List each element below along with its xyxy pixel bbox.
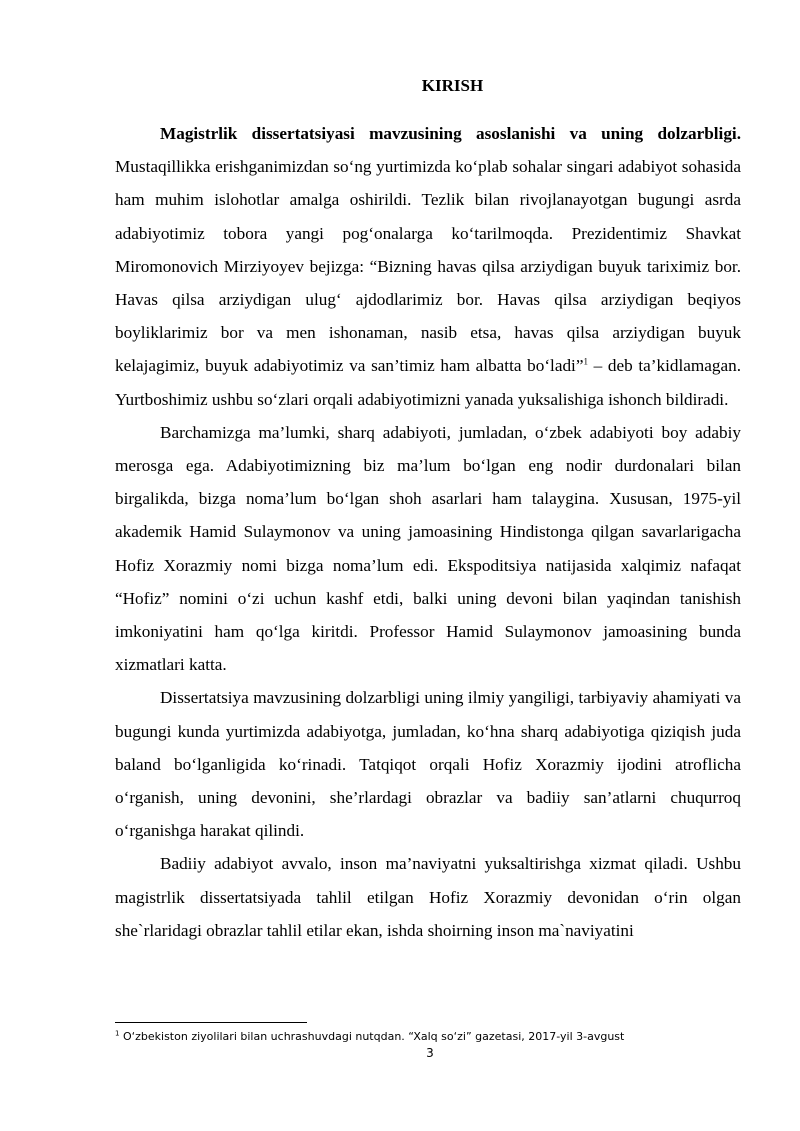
paragraph-1-text: Mustaqillikka erishganimizdan so‘ng yurtimizda ko‘plab sohalar singari adabiyot sohasida ham muhim islohotlar amalga oshirildi. Tezlik bilan rivojlanayotgan bugungi asrda adabiyotimiz tobora yangi pog‘onalarga ko‘tarilmoqda. Prezidentimiz Shavkat Miromonovich Mirziyoyev bejizga: “Bizning havas qilsa arziydigan buyuk tariximiz bor. Havas qilsa arziydigan ulug‘ ajdodlarimiz bor. Havas qilsa arziydigan beqiyos boyliklarimiz bor va men ishonaman, nasib etsa, havas qilsa arziydigan buyuk kelajagimiz, buyuk adabiyotimiz va san’timiz ham albatta bo‘ladi” xyxy=(115,157,741,376)
footnote-marker: 1 xyxy=(115,1029,120,1038)
paragraph-2: Barchamizga ma’lumki, sharq adabiyoti, jumladan, o‘zbek adabiyoti boy adabiy merosga ega. Adabiyotimizning biz ma’lum bo‘lgan eng nodir durdonalari bilan birgalikda, bizga noma’lum bo‘lgan shoh asarlari ham talaygina. Xususan, 1975-yil akademik Hamid Sulaymonov va uning jamoasining Hindistonga qilgan savarlarigacha Hofiz Xorazmiy nomi bizga noma’lum edi. Ekspoditsiya natijasida xalqimiz nafaqat “Hofiz” nomini o‘zi uchun kashf etdi, balki uning devoni bilan yaqindan tanishish imkoniyatini ham qo‘lga kiritdi. Professor Hamid Sulaymonov jamoasining bunda xizmatlari katta. xyxy=(115,422,741,675)
section-heading: KIRISH xyxy=(421,76,484,95)
paragraph-1 xyxy=(115,117,741,416)
footnote-text: O‘zbekiston ziyolilari bilan uchrashuvdagi nutqdan. “Xalq so‘zi” gazetasi, 2017-yil 3-avgust xyxy=(119,1030,625,1043)
page-number: 3 xyxy=(426,1046,434,1060)
paragraph-3: Dissertatsiya mavzusining dolzarbligi uning ilmiy yangiligi, tarbiyaviy ahamiyati va bugungi kunda yurtimizda adabiyotga, jumladan, ko‘hna sharq adabiyotiga qiziqish juda baland bo‘lganligida ko‘rinadi. Tatqiqot orqali Hofiz Xorazmiy ijodini atroflicha o‘rganish, uning devonini, she’rlardagi obrazlar va badiiy san’atlarni chuqurroq o‘rganishga harakat qilindi. xyxy=(115,688,741,841)
paragraph-1-text-after: – deb ta’kidlamagan. Yurtboshimiz ushbu so‘zlari orqali adabiyotimizni yanada yuksalishiga ishonch bildiradi. xyxy=(115,356,742,409)
body-text xyxy=(115,117,741,947)
paragraph-4: Badiiy adabiyot avvalo, inson ma’naviyatni yuksaltirishga xizmat qiladi. Ushbu magistrlik dissertatsiyada tahlil etilgan Hofiz Xorazmiy devonidan o‘rin olgan she`rlaridagi obrazlar tahlil etilar ekan, ishda shoirning inson ma`naviyatini xyxy=(115,854,741,940)
footnote xyxy=(115,1030,741,1044)
footnote-separator xyxy=(115,1022,307,1023)
paragraph-lead: Magistrlik dissertatsiyasi mavzusining asoslanishi va uning dolzarbligi. xyxy=(160,124,741,143)
footnote-reference[interactable]: 1 xyxy=(583,356,588,367)
